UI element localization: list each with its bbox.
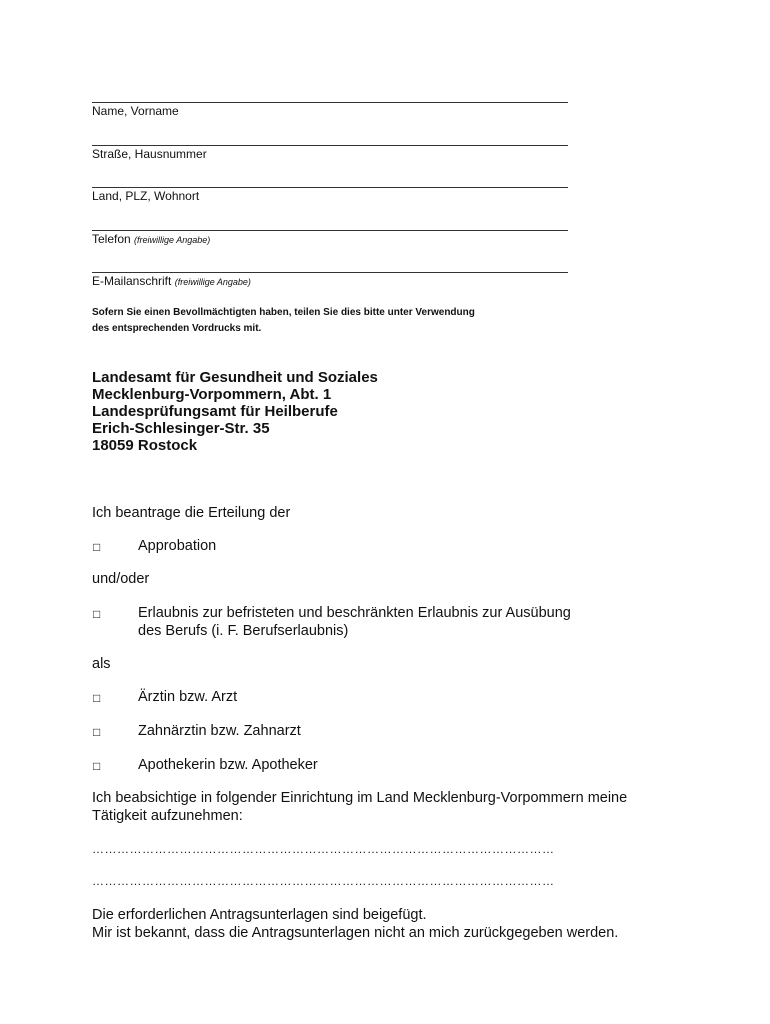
email-hint: (freiwillige Angabe) [174, 277, 251, 287]
street-field[interactable] [92, 145, 568, 161]
arzt-checkbox[interactable]: □ [93, 691, 101, 705]
address-line: Erich-Schlesinger-Str. 35 [92, 420, 270, 437]
erlaubnis-label: Erlaubnis zur befristeten und beschränkten Erlaubnis zur Ausübung des Berufs (i. F. Berufserlaubnis) [138, 605, 571, 639]
email-label: E-Mailanschrift (freiwillige Angabe) [92, 274, 251, 288]
name-field[interactable] [92, 102, 568, 118]
apotheker-label: Apothekerin bzw. Apotheker [138, 757, 318, 773]
address-line: Landesprüfungsamt für Heilberufe [92, 403, 338, 420]
erlaubnis-checkbox[interactable]: □ [93, 607, 101, 621]
phone-label: Telefon (freiwillige Angabe) [92, 232, 211, 246]
zahnarzt-checkbox[interactable]: □ [93, 725, 101, 739]
recipient-address [92, 369, 378, 454]
facility-input-line-1[interactable]: ………………………………………………………………………………………………… [92, 842, 555, 856]
city-label: Land, PLZ, Wohnort [92, 189, 200, 203]
approbation-checkbox[interactable]: □ [93, 540, 101, 554]
name-label: Name, Vorname [92, 104, 179, 118]
apotheker-checkbox[interactable]: □ [93, 759, 101, 773]
address-line: Landesamt für Gesundheit und Soziales [92, 369, 378, 386]
address-line: 18059 Rostock [92, 437, 198, 454]
city-field[interactable] [92, 187, 568, 203]
representative-note: Sofern Sie einen Bevollmächtigten haben, teilen Sie dies bitte unter Verwendung des entsprechenden Vordrucks mit. [92, 307, 475, 334]
approbation-label: Approbation [138, 538, 217, 554]
address-line: Mecklenburg-Vorpommern, Abt. 1 [92, 386, 332, 403]
phone-hint: (freiwillige Angabe) [134, 235, 211, 245]
phone-field[interactable] [92, 230, 568, 246]
and-or-text: und/oder [92, 571, 150, 587]
facility-text: Ich beabsichtige in folgender Einrichtung im Land Mecklenburg-Vorpommern meine Tätigkeit aufzunehmen: [92, 790, 628, 824]
closing-text: Die erforderlichen Antragsunterlagen sind beigefügt. Mir ist bekannt, dass die Antragsunterlagen nicht an mich zurückgegeben werden. [92, 907, 619, 941]
arzt-label: Ärztin bzw. Arzt [138, 689, 238, 705]
als-text: als [92, 656, 111, 672]
facility-input-line-2[interactable]: ………………………………………………………………………………………………… [92, 874, 555, 888]
intro-text: Ich beantrage die Erteilung der [92, 505, 291, 521]
street-label: Straße, Hausnummer [92, 147, 207, 161]
email-field[interactable] [92, 272, 568, 288]
zahnarzt-label: Zahnärztin bzw. Zahnarzt [138, 723, 301, 739]
